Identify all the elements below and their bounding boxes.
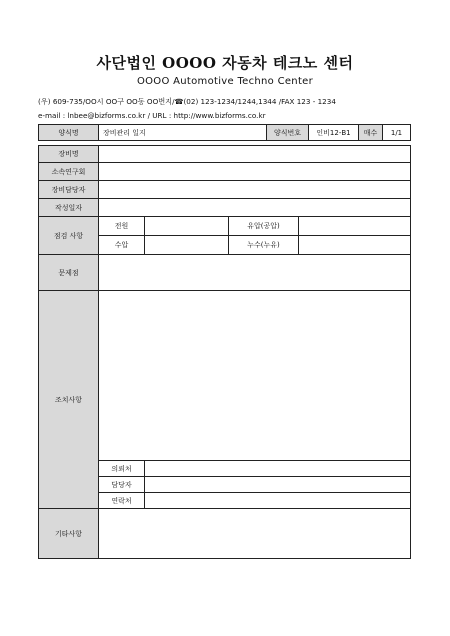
equipment-name-field[interactable] [99, 146, 411, 163]
date-written-label: 작성일자 [39, 199, 99, 217]
other-field[interactable] [99, 509, 411, 559]
inspection-label: 점검 사항 [39, 217, 99, 255]
address-line: (우) 609-735/OO시 OO구 OO동 OO번지/☎(02) 123-1234/1244,1344 /FAX 123 - 1234 [38, 97, 336, 106]
form-info-table [38, 124, 411, 141]
power-field[interactable] [145, 217, 229, 236]
equipment-name-label: 장비명 [39, 146, 99, 163]
problem-label: 문제점 [39, 255, 99, 291]
water-pressure-field[interactable] [145, 236, 229, 255]
requester-label: 의뢰처 [99, 461, 145, 477]
problem-field[interactable] [99, 255, 411, 291]
form-no-value: 인비12-B1 [309, 125, 359, 141]
power-label: 전원 [99, 217, 145, 236]
form-no-label: 양식번호 [267, 125, 309, 141]
requester-field[interactable] [145, 461, 411, 477]
equipment-manager-field[interactable] [99, 181, 411, 199]
page-subtitle: OOOO Automotive Techno Center [136, 76, 314, 87]
oil-pressure-label: 유압(공압) [229, 217, 299, 236]
page-title: 사단법인 OOOO 자동차 테크노 센터 [96, 54, 354, 72]
form-name-label: 양식명 [39, 125, 99, 141]
form-name-value: 장비관리 일지 [99, 125, 267, 141]
person-in-charge-field[interactable] [145, 477, 411, 493]
equipment-log-table [38, 145, 411, 559]
contact-line: e-mail : lnbee@bizforms.co.kr / URL : http://www.bizforms.co.kr [38, 111, 266, 120]
water-pressure-label: 수압 [99, 236, 145, 255]
research-group-field[interactable] [99, 163, 411, 181]
leak-label: 누수(누유) [229, 236, 299, 255]
action-field[interactable] [99, 291, 411, 461]
other-label: 기타사항 [39, 509, 99, 559]
research-group-label: 소속연구회 [39, 163, 99, 181]
person-in-charge-label: 담당자 [99, 477, 145, 493]
oil-pressure-field[interactable] [299, 217, 411, 236]
pages-value: 1/1 [383, 125, 411, 141]
pages-label: 매수 [359, 125, 383, 141]
contact-field[interactable] [145, 493, 411, 509]
contact-label: 연락처 [99, 493, 145, 509]
equipment-manager-label: 장비담당자 [39, 181, 99, 199]
action-label: 조치사항 [39, 291, 99, 509]
date-written-field[interactable] [99, 199, 411, 217]
leak-field[interactable] [299, 236, 411, 255]
